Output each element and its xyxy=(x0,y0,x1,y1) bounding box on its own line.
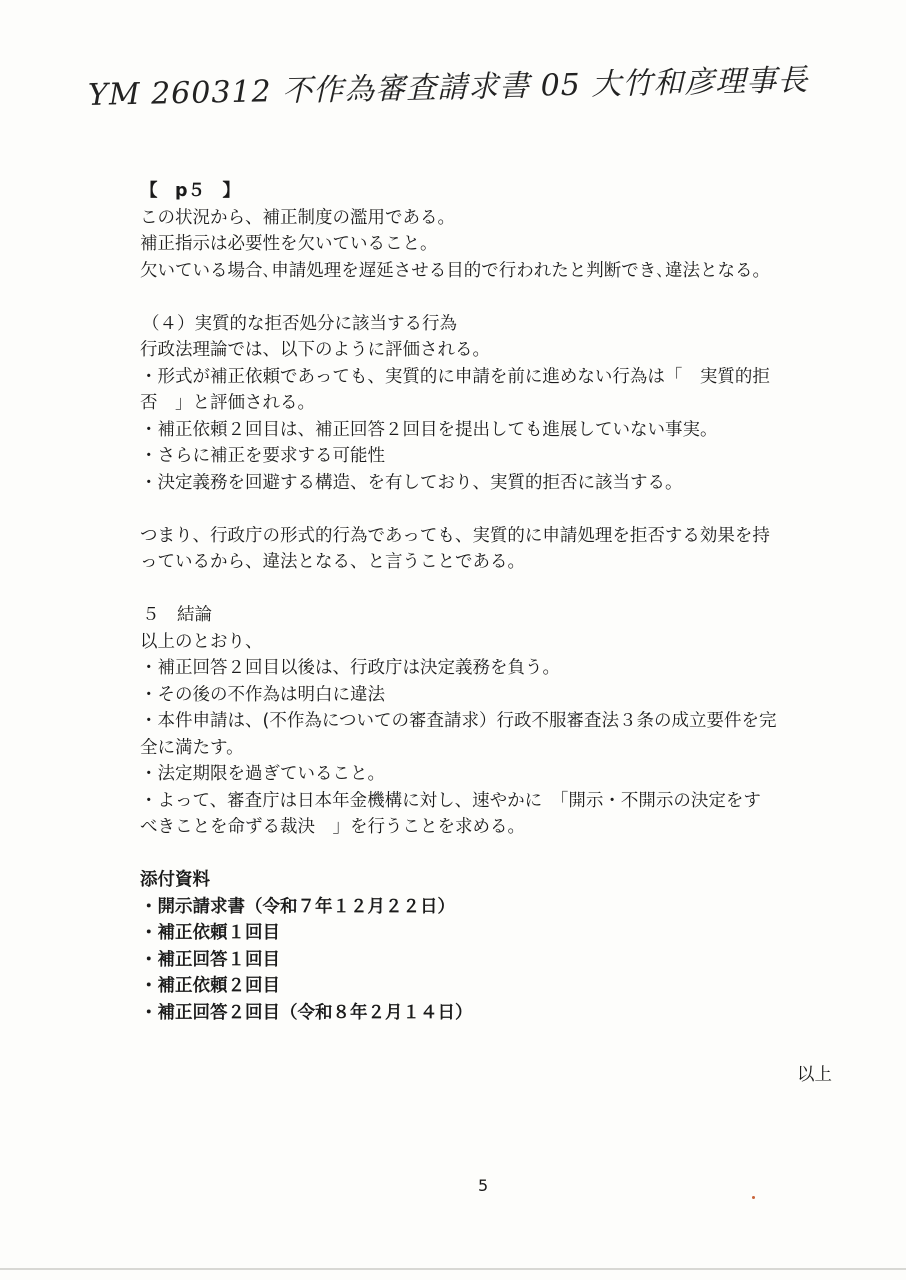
page-marker: 【 p５ 】 xyxy=(140,181,241,201)
section-4-line: 行政法理論では、以下のように評価される。 xyxy=(140,340,490,360)
section-4-line: 否 」と評価される。 xyxy=(140,393,315,413)
attachment-item: ・開示請求書（令和７年１２月２２日） xyxy=(140,896,455,917)
section-5-line: ・法定期限を過ぎていること。 xyxy=(140,764,385,784)
section-5-line: ・本件申請は、(不作為についての審査請求）行政不服審査法３条の成立要件を完 xyxy=(140,711,777,731)
section-5-line: 以上のとおり、 xyxy=(140,631,263,652)
attachments-heading: 添付資料 xyxy=(140,870,210,890)
section-5-line: べきことを命ずる裁決 」を行うことを求める。 xyxy=(140,817,525,837)
section-4-summary-line: つまり、行政庁の形式的行為であっても、実質的に申請処理を拒否する効果を持 xyxy=(140,525,770,546)
closing-remark: 以上 xyxy=(797,1065,832,1085)
section-5-line: 全に満たす。 xyxy=(140,737,244,758)
attachment-item: ・補正回答１回目 xyxy=(140,949,280,970)
intro-line: 欠いている場合､申請処理を遅延させる目的で行われたと判断でき､違法となる。 xyxy=(140,260,770,281)
page-number: 5 xyxy=(478,1176,489,1195)
section-5-line: ・よって、審査庁は日本年金機構に対し、速やかに 「開示・不開示の決定をす xyxy=(140,790,761,811)
section-4-line: ・形式が補正依頼であっても、実質的に申請を前に進めない行為は「 実質的拒 xyxy=(140,366,770,387)
section-4-line: ・補正依頼２回目は、補正回答２回目を提出しても進展していない事実。 xyxy=(140,419,718,440)
scan-speck xyxy=(752,1196,755,1199)
scan-edge xyxy=(0,1268,906,1270)
attachment-item: ・補正依頼１回目 xyxy=(140,923,280,943)
section-4-heading: （４）実質的な拒否処分に該当する行為 xyxy=(142,313,457,334)
attachment-item: ・補正依頼２回目 xyxy=(140,976,280,996)
handwritten-file-note: YM 260312 不作為審査請求書 05 大竹和彦理事長 xyxy=(87,62,809,113)
section-5-line: ・補正回答２回目以後は、行政庁は決定義務を負う。 xyxy=(140,658,560,678)
section-4-summary-line: っているから、違法となる、と言うことである。 xyxy=(140,552,525,572)
document-body xyxy=(140,178,840,1026)
section-5-line: ・その後の不作為は明白に違法 xyxy=(140,684,385,705)
section-4-line: ・決定義務を回避する構造、を有しており、実質的拒否に該当する。 xyxy=(140,472,683,493)
intro-line: 補正指示は必要性を欠いていること。 xyxy=(140,234,438,254)
intro-line: この状況から、補正制度の濫用である。 xyxy=(140,207,455,228)
section-5-heading: ５ 結論 xyxy=(142,605,212,625)
attachment-item: ・補正回答２回目（令和８年２月１４日） xyxy=(140,1002,473,1023)
section-4-line: ・さらに補正を要求する可能性 xyxy=(140,446,385,466)
